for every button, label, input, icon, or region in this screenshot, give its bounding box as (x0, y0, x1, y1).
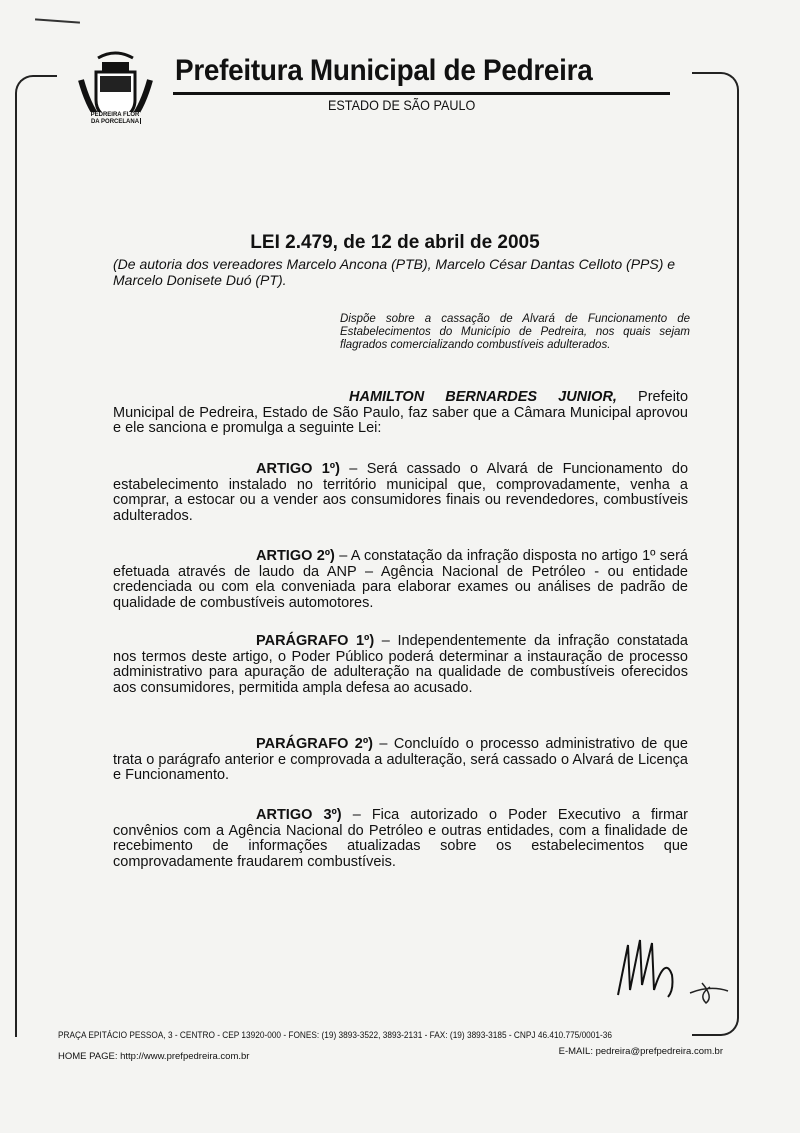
article-text: – A constatação da infração disposta no artigo 1º será efetuada através de laudo da ANP – Agência Nacional de Petróleo - ou entidade credenciada ou com ela conveniada para elaborar exames ou análises de padrão de qualidade de combustíveis automotores. (113, 548, 688, 611)
title-underline (173, 92, 670, 95)
article-text: – Será cassado o Alvará de Funcionamento do estabelecimento instalado no território municipal que, comprovadamente, venha a comprar, a estocar ou a vender aos consumidores finais ou revendedores, combustíveis adulterados. (113, 461, 689, 524)
article-text: – Concluído o processo administrativo de que trata o parágrafo anterior e comprovada a adulteração, será cassado o Alvará de Licença e Funcionamento. (113, 736, 688, 784)
page-frame-left (15, 75, 57, 1037)
article-label: ARTIGO 2º) (256, 548, 335, 564)
footer-email[interactable]: E-MAIL: pedreira@prefpedreira.com.br (558, 1046, 723, 1057)
law-ementa: Dispõe sobre a cassação de Alvará de Funcionamento de Estabelecimentos do Município de Pedreira, nos quais sejam flagrados comercializando combustíveis adulterados. (340, 313, 690, 351)
article-label: PARÁGRAFO 2º) (256, 736, 373, 752)
article-3 (113, 808, 688, 870)
article-label: ARTIGO 3º) (256, 807, 342, 823)
organization-title: Prefeitura Municipal de Pedreira (175, 54, 593, 87)
article-1 (113, 462, 688, 524)
article-label: ARTIGO 1º) (256, 461, 340, 477)
article-text: – Fica autorizado o Poder Executivo a firmar convênios com a Agência Nacional do Petróleo e outras entidades, com a finalidade de recebimento de informações atualizadas sobre os estabelecimentos que comprovadamente fraudarem combustíveis. (113, 807, 688, 870)
footer-homepage[interactable]: HOME PAGE: http://www.prefpedreira.com.br (58, 1051, 250, 1062)
footer-address: PRAÇA EPITÁCIO PESSOA, 3 - CENTRO - CEP 13920-000 - FONES: (19) 3893-3522, 3893-2131 - FAX: (19) 3893-3185 - CNPJ 46.410.775/0001-36 (58, 1030, 612, 1040)
scan-mark (35, 18, 80, 23)
preamble (113, 390, 688, 437)
law-title: LEI 2.479, de 12 de abril de 2005 (250, 232, 540, 253)
signature (610, 935, 740, 1015)
paragraph-2 (113, 737, 688, 784)
law-authorship: (De autoria dos vereadores Marcelo Ancona (PTB), Marcelo César Dantas Celloto (PPS) e Marcelo Donisete Duó (PT). (113, 256, 676, 288)
mayor-name: HAMILTON BERNARDES JUNIOR, (349, 389, 617, 405)
paragraph-1 (113, 634, 688, 696)
crest-motto: PEDREIRA FLOR DA PORCELANA (90, 112, 140, 125)
article-text: – Independentemente da infração constatada nos termos deste artigo, o Poder Público poderá determinar a instauração de processo administrativo para apuração de adulteração na qualidade de combustíveis oferecidos aos consumidores, permitida ampla defesa ao acusado. (113, 633, 688, 696)
article-label: PARÁGRAFO 1º) (256, 633, 375, 649)
preamble-text: Prefeito Municipal de Pedreira, Estado de São Paulo, faz saber que a Câmara Municipal aprovou e ele sanciona e promulga a seguinte Lei: (113, 389, 689, 437)
page-frame-right (692, 72, 739, 1036)
state-subtitle: ESTADO DE SÃO PAULO (328, 97, 476, 113)
article-2 (113, 549, 688, 611)
